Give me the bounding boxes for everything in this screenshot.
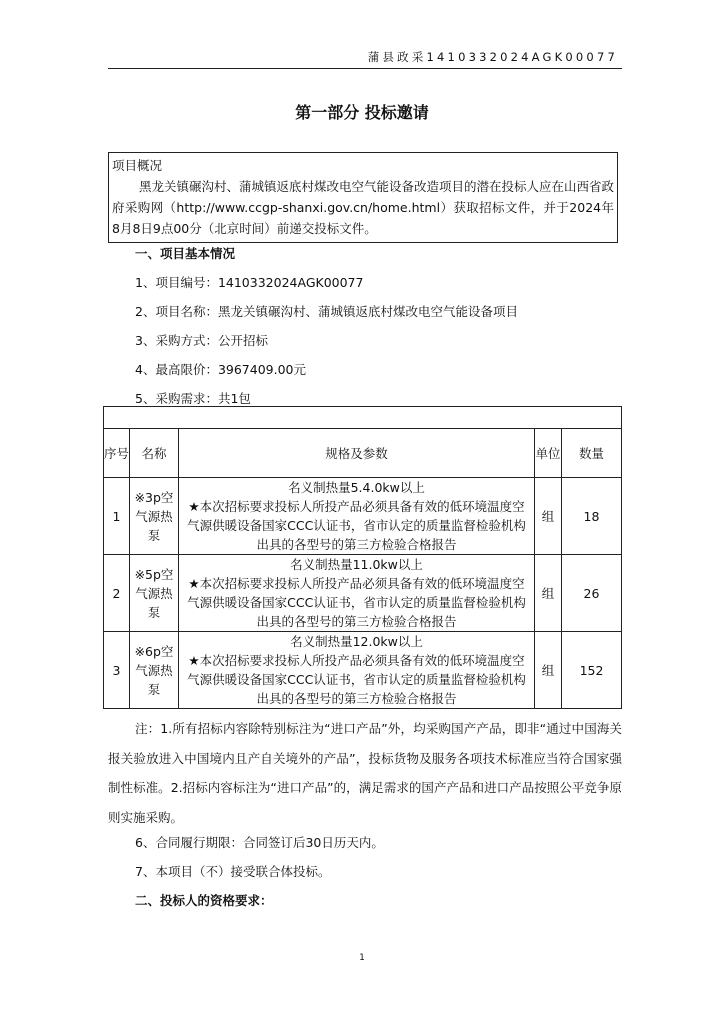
row-no: 3: [104, 632, 130, 709]
header-divider: [108, 68, 622, 69]
row-spec: [179, 632, 535, 709]
procurement-demand-item: 5、采购需求：共1包: [135, 391, 251, 406]
header-name: 名称: [130, 429, 179, 478]
table-row: [104, 478, 622, 555]
project-name-item: 2、项目名称：黑龙关镇碾沟村、蒲城镇返底村煤改电空气能设备项目: [135, 304, 518, 319]
row-spec-heating: 名义制热量5.4.0kw以上: [288, 480, 425, 495]
row-qty: 18: [562, 478, 622, 555]
row-spec-requirement: ★本次招标要求投标人所投产品必须具备有效的低环境温度空气源供暖设备国家CCC认证书，省市认定的质量监督检验机构出具的各型号的第三方检验合格报告: [187, 653, 526, 706]
row-qty: 26: [562, 555, 622, 632]
row-spec-heating: 名义制热量11.0kw以上: [290, 557, 423, 572]
note-text: 注：1.所有招标内容除特别标注为“进口产品”外，均采购国产产品，即非“通过中国海关报关验放进入中国境内且产自关境外的产品”，投标货物及服务各项技术标准应当符合国家强制性标准。2.招标内容标注为“进口产品”的，满足需求的国产产品和进口产品按照公平竞争原则实施采购。: [108, 721, 622, 825]
procurement-method-item: 3、采购方式：公开招标: [135, 333, 268, 348]
page-title: 第一部分 投标邀请: [295, 103, 429, 122]
row-unit: 组: [535, 632, 562, 709]
header-no: 序号: [104, 429, 130, 478]
project-overview-box: [108, 152, 618, 243]
max-price-item: 4、最高限价：3967409.00元: [135, 362, 307, 377]
contract-period-item: 6、合同履行期限：合同签订后30日历天内。: [135, 835, 384, 850]
consortium-item: 7、本项目（不）接受联合体投标。: [135, 864, 331, 879]
page-number: 1: [359, 953, 365, 963]
document-header-code: 蒲县政采1410332024AGK00077: [367, 50, 618, 64]
row-name: ※3p空气源热泵: [130, 478, 179, 555]
table-header-row: [104, 429, 622, 478]
table-row: [104, 632, 622, 709]
procurement-note: [108, 714, 622, 832]
row-spec-heating: 名义制热量12.0kw以上: [290, 634, 423, 649]
section1-heading: 一、项目基本情况: [135, 246, 236, 261]
row-name: ※6p空气源热泵: [130, 632, 179, 709]
overview-body: 黑龙关镇碾沟村、蒲城镇返底村煤改电空气能设备改造项目的潜在投标人应在山西省政府采购网（http://www.ccgp-shanxi.gov.cn/home.html）获取招标文件，并于2024年8月8日9点00分（北京时间）前递交投标文件。: [112, 179, 615, 236]
row-spec: [179, 478, 535, 555]
row-name: ※5p空气源热泵: [130, 555, 179, 632]
row-unit: 组: [535, 478, 562, 555]
row-unit: 组: [535, 555, 562, 632]
section2-heading: 二、投标人的资格要求：: [135, 893, 273, 908]
project-number-item: 1、项目编号：1410332024AGK00077: [135, 275, 364, 290]
overview-label: 项目概况: [112, 158, 163, 173]
row-spec-requirement: ★本次招标要求投标人所投产品必须具备有效的低环境温度空气源供暖设备国家CCC认证书，省市认定的质量监督检验机构出具的各型号的第三方检验合格报告: [187, 576, 526, 629]
row-no: 2: [104, 555, 130, 632]
table-blank-row: [104, 407, 622, 429]
header-qty: 数量: [562, 429, 622, 478]
row-qty: 152: [562, 632, 622, 709]
row-no: 1: [104, 478, 130, 555]
table-blank-cell: [104, 407, 622, 429]
table-row: [104, 555, 622, 632]
row-spec: [179, 555, 535, 632]
header-spec: 规格及参数: [179, 429, 535, 478]
row-spec-requirement: ★本次招标要求投标人所投产品必须具备有效的低环境温度空气源供暖设备国家CCC认证书，省市认定的质量监督检验机构出具的各型号的第三方检验合格报告: [187, 499, 526, 552]
header-unit: 单位: [535, 429, 562, 478]
procurement-table: [103, 406, 622, 709]
